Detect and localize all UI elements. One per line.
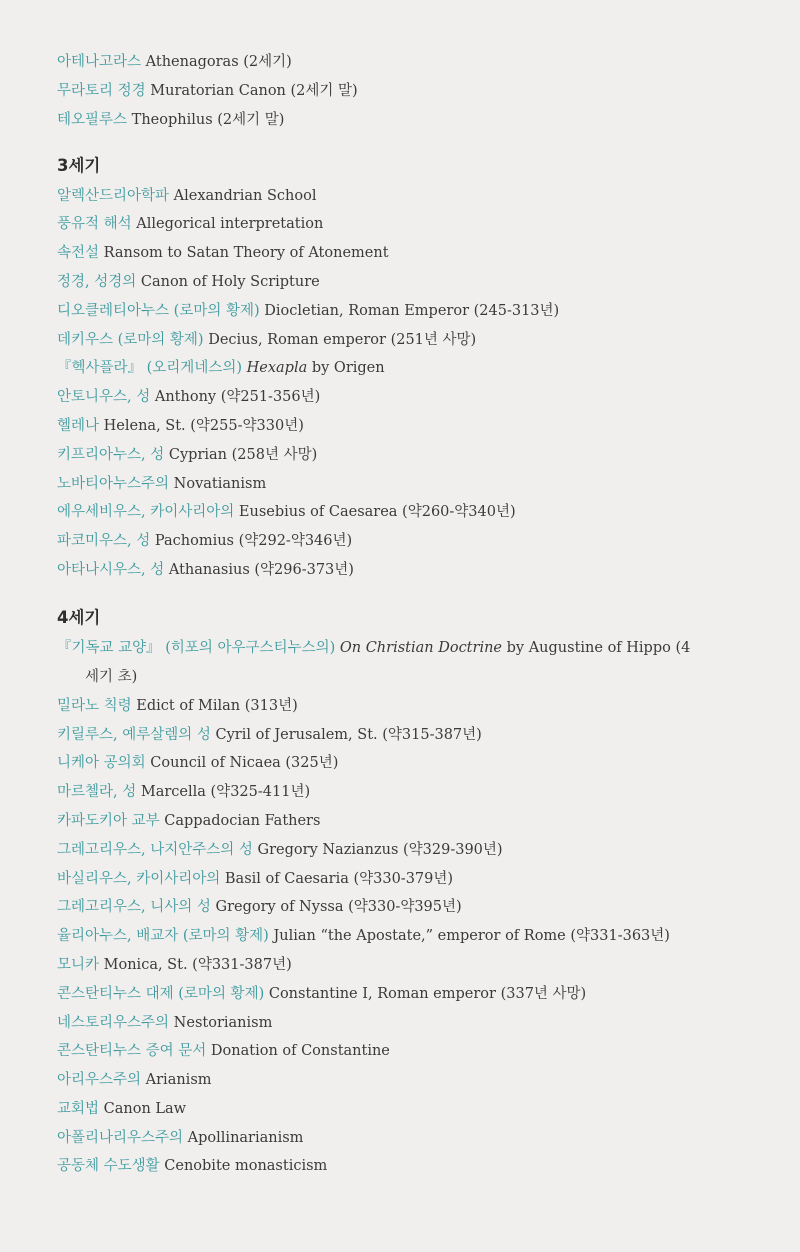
english-term: Cenobite monasticism: [164, 1158, 328, 1175]
english-term: Novatianism: [173, 475, 267, 492]
glossary-entry: [57, 272, 800, 292]
english-term-italic: On Christian Doctrine: [339, 639, 503, 656]
glossary-entry: [57, 634, 697, 692]
glossary-entry: [57, 926, 800, 946]
glossary-entry: [57, 1041, 800, 1061]
english-term: Gregory Nazianzus (약329-390년): [257, 841, 503, 858]
glossary-entry: [57, 1070, 800, 1090]
glossary-entry: [57, 869, 800, 889]
glossary-entry: [57, 840, 800, 860]
korean-term: 그레고리우스, 나지안주스의 성: [57, 841, 253, 858]
korean-term: 아폴리나리우스주의: [57, 1129, 184, 1146]
glossary-entry: [57, 984, 800, 1004]
english-term: Athanasius (약296-373년): [168, 561, 354, 578]
english-term: Helena, St. (약255-약330년): [103, 417, 304, 434]
korean-term: 율리아누스, 배교자 (로마의 황제): [57, 928, 269, 945]
english-term: Apollinarianism: [187, 1129, 304, 1146]
english-term: Cyril of Jerusalem, St. (약315-387년): [215, 726, 482, 743]
english-term: Athenagoras (2세기): [145, 54, 292, 70]
korean-term: 콘스탄티누스 증여 문서: [57, 1043, 207, 1060]
english-term: Ransom to Satan Theory of Atonement: [103, 245, 389, 262]
glossary-entry: [57, 387, 800, 407]
korean-term: 아리우스주의: [57, 1072, 142, 1089]
glossary-entry: [57, 955, 800, 975]
english-term: Gregory of Nyssa (약330-약395년): [215, 899, 462, 916]
glossary-entry: [57, 531, 800, 551]
glossary-entry: [57, 753, 800, 773]
glossary-entry: [57, 725, 800, 745]
english-term: by Origen: [307, 360, 385, 377]
section-3rd-century: [57, 155, 800, 580]
english-term: Monica, St. (약331-387년): [103, 956, 292, 973]
english-term: Canon of Holy Scripture: [140, 273, 320, 290]
glossary-entry: [57, 445, 800, 465]
korean-term: 『기독교 교양』 (히포의 아우구스티누스의): [57, 639, 336, 656]
english-term: Basil of Caesaria (약330-379년): [224, 870, 454, 887]
english-term: Constantine I, Roman emperor (337년 사망): [268, 985, 587, 1002]
korean-term: 키프리아누스, 성: [57, 446, 165, 463]
glossary-entry: [57, 416, 800, 436]
glossary-entry: [57, 52, 800, 72]
english-term: Allegorical interpretation: [136, 216, 324, 233]
english-term: Pachomius (약292-약346년): [154, 533, 353, 550]
glossary-entry: [57, 110, 800, 130]
glossary-entry: [57, 502, 800, 522]
glossary-entry: [57, 301, 800, 321]
korean-term: 속전설: [57, 245, 100, 262]
korean-term: 디오클레티아누스 (로마의 황제): [57, 302, 260, 319]
section-heading: 4세기: [57, 607, 101, 627]
english-term: Anthony (약251-356년): [154, 389, 321, 406]
glossary-entry: [57, 358, 800, 378]
english-term: Alexandrian School: [173, 187, 317, 204]
english-term: Julian “the Apostate,” emperor of Rome (약331-363년): [273, 928, 670, 945]
korean-term: 모니카: [57, 956, 100, 973]
korean-term: 콘스탄티누스 대제 (로마의 황제): [57, 985, 265, 1002]
korean-term: 파코미우스, 성: [57, 533, 151, 550]
glossary-entry: [57, 811, 800, 831]
entry-list: [57, 186, 800, 580]
english-term: Cappadocian Fathers: [164, 812, 321, 829]
korean-term: 카파도키아 교부: [57, 812, 160, 829]
korean-term: 무라토리 정경: [57, 82, 146, 99]
glossary-entry: [57, 1013, 800, 1033]
glossary-entry: [57, 330, 800, 350]
section-4th-century: [57, 607, 800, 1177]
english-term: Nestorianism: [173, 1014, 273, 1031]
korean-term: 알렉산드리아학파: [57, 187, 170, 204]
glossary-entry: [57, 186, 800, 206]
glossary-entry: [57, 696, 800, 716]
korean-term: 에우세비우스, 카이사리아의: [57, 504, 235, 521]
english-term: Canon Law: [103, 1100, 187, 1117]
korean-term: 아타나시우스, 성: [57, 561, 165, 578]
english-term: Donation of Constantine: [210, 1043, 390, 1060]
korean-term: 데키우스 (로마의 황제): [57, 331, 204, 348]
glossary-entry: [57, 214, 800, 234]
korean-term: 마르첼라, 성: [57, 784, 137, 801]
section-intro: [57, 52, 800, 130]
glossary-entry: [57, 1128, 800, 1148]
korean-term: 테오필루스: [57, 111, 128, 128]
korean-term: 『헥사플라』 (오리게네스의): [57, 360, 242, 377]
section-heading: 3세기: [57, 155, 101, 175]
korean-term: 네스토리우스주의: [57, 1014, 170, 1031]
korean-term: 노바티아누스주의: [57, 475, 170, 492]
english-term-italic: Hexapla: [246, 360, 308, 377]
english-term: Diocletian, Roman Emperor (245-313년): [264, 302, 560, 319]
glossary-entry: [57, 782, 800, 802]
glossary-entry: [57, 81, 800, 101]
glossary-entry: [57, 1099, 800, 1119]
korean-term: 안토니우스, 성: [57, 389, 151, 406]
english-term: Eusebius of Caesarea (약260-약340년): [238, 504, 516, 521]
glossary-entry: [57, 1156, 800, 1176]
english-term: Theophilus (2세기 말): [131, 111, 285, 128]
korean-term: 공동체 수도생활: [57, 1158, 160, 1175]
glossary-entry: [57, 243, 800, 263]
korean-term: 키릴루스, 예루살렘의 성: [57, 726, 211, 743]
entry-list: [57, 696, 800, 1177]
english-term: by Augustine of Hippo (4: [502, 639, 691, 656]
korean-term: 풍유적 해석: [57, 216, 132, 233]
glossary-entry: [57, 897, 800, 917]
korean-term: 바실리우스, 카이사리아의: [57, 870, 221, 887]
glossary-entry: [57, 474, 800, 494]
korean-term: 정경, 성경의: [57, 273, 137, 290]
english-term: Edict of Milan (313년): [136, 697, 298, 714]
english-term: Council of Nicaea (325년): [150, 755, 339, 772]
english-term: Marcella (약325-411년): [140, 784, 311, 801]
korean-term: 헬레나: [57, 417, 100, 434]
korean-term: 교회법: [57, 1100, 100, 1117]
korean-term: 그레고리우스, 니사의 성: [57, 899, 211, 916]
glossary-entry: [57, 560, 800, 580]
english-term-continuation: 세기 초): [85, 668, 138, 685]
korean-term: 밀라노 칙령: [57, 697, 132, 714]
korean-term: 니케아 공의회: [57, 755, 146, 772]
english-term: Decius, Roman emperor (251년 사망): [208, 331, 477, 348]
english-term: Muratorian Canon (2세기 말): [150, 82, 358, 99]
korean-term: 아테나고라스: [57, 54, 142, 70]
english-term: Cyprian (258년 사망): [168, 446, 318, 463]
english-term: Arianism: [145, 1072, 212, 1089]
